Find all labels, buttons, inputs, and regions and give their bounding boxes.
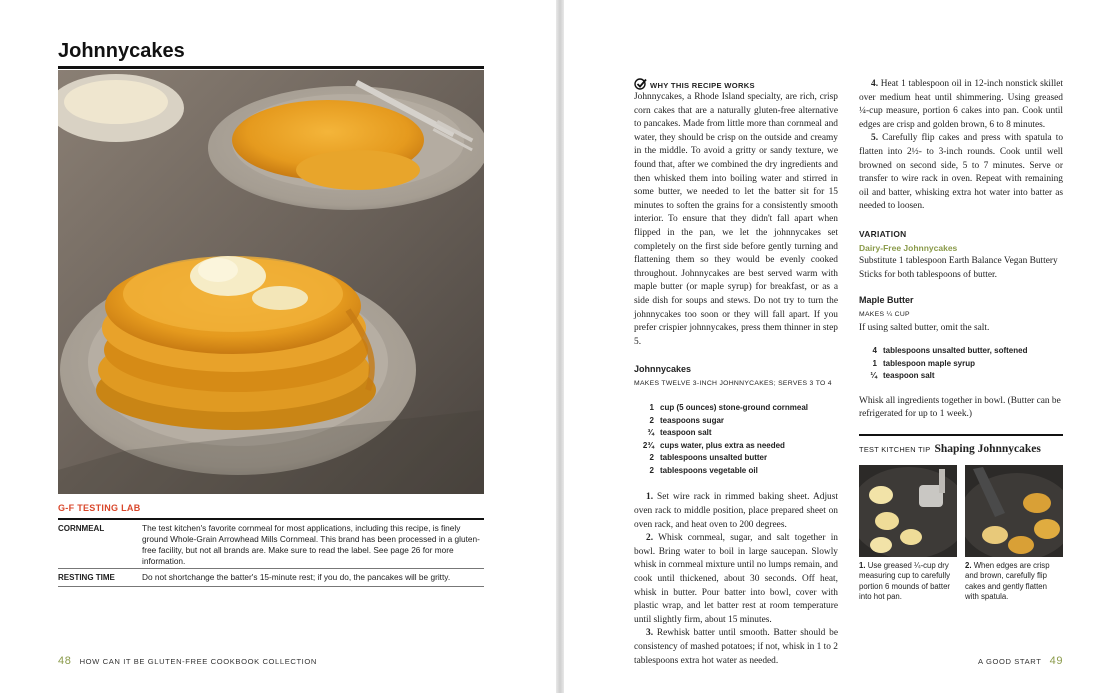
chapter-title: A GOOD START — [978, 657, 1042, 666]
checkmark-badge-icon — [634, 78, 647, 90]
ingredient-item: 1 tablespoon maple syrup — [872, 358, 976, 368]
why-paragraph: Johnnycakes, a Rhode Island specialty, are rich, crisp corn cakes that are a naturally gluten-free alternative to pancakes. Made from little more than cornmeal and water, they should be crisp on the outside and creamy in the middle. To avoid a gritty or sandy texture, we found that, after we combined the dry ingredients and then whisked them into boiling water and stirred in some butter, we needed to let the batter sit for 15 minutes to soften the grains for a consistently smooth interior. To ensure that they didn't fall apart when flipped in the pan, we let the johnnycakes set completely on the first side before gently turning and flattening them so they would be evenly cooked throughout. Johnnycakes are best served warm with maple butter (or maple syrup) for breakfast, or as a side dish for soups and stews. Do not try to turn the johnnycakes too soon or they will fall apart. If you prefer crispier johnnycakes, press them thinner in step 5. — [634, 92, 838, 347]
ingredient-list — [634, 402, 838, 477]
book-gutter — [556, 0, 564, 693]
step: 2. Whisk cornmeal, sugar, and salt together in bowl. Bring water to boil in large saucepan. Slowly whisk in cornmeal mixture until no lumps remain, and cook until thickened, about 30 seconds. Off heat, whisk in butter. Pour batter into bowl, cover with plastic wrap, and let batter rest at room temperature until slightly firm, about 15 minutes. — [634, 533, 838, 625]
ingredient-item: 1 cup (5 ounces) stone-ground cornmeal — [649, 403, 809, 413]
tip-photo-portion — [859, 465, 957, 557]
title-rule — [58, 66, 484, 69]
lab-row-key: CORNMEAL — [58, 524, 105, 533]
book-title: HOW CAN IT BE GLUTEN-FREE COOKBOOK COLLECTION — [79, 657, 317, 666]
ingredient-item: ¾ teaspoon salt — [647, 428, 712, 438]
tip-caption: 2. When edges are crisp and brown, carefully flip cakes and gently flatten with spatula. — [965, 560, 1050, 602]
tip-captions — [859, 561, 1063, 621]
ingredient-item: 4 tablespoons unsalted butter, softened — [872, 346, 1028, 356]
tip-photos — [859, 465, 1063, 557]
testing-lab-rule — [58, 518, 484, 520]
test-kitchen-tip-heading — [859, 442, 1063, 457]
tip-photo-flip — [965, 465, 1063, 557]
tip-rule — [859, 434, 1063, 436]
ingredient-item: 2 tablespoons unsalted butter — [649, 453, 768, 463]
why-heading — [634, 78, 838, 91]
maple-butter-direction: Whisk all ingredients together in bowl. (Butter can be refrigerated for up to 1 week.) — [859, 395, 1061, 420]
lab-row-value: The test kitchen's favorite cornmeal for most applications, including this recipe, is finely ground Whole-Grain Arrowhead Mills Cornmeal. This brand has been processed in a gluten-free facility, but not all brands are. Make sure to read the label. See page 26 for more information. — [142, 523, 480, 566]
tip-title: Shaping Johnnycakes — [934, 442, 1041, 455]
variation-name: Dairy-Free Johnnycakes — [859, 242, 958, 253]
page-number: 48 — [58, 655, 72, 667]
right-column — [859, 78, 1063, 621]
maple-butter-note: If using salted butter, omit the salt. — [859, 322, 990, 333]
lab-row-divider — [58, 568, 484, 569]
lab-row-cornmeal — [58, 523, 484, 567]
ingredient-item: 2¾ cups water, plus extra as needed — [642, 440, 785, 450]
left-folio — [58, 655, 317, 667]
maple-butter-yield: MAKES ¼ CUP — [859, 310, 910, 318]
page-title: Johnnycakes — [58, 40, 185, 62]
maple-ingredient-list — [859, 345, 1063, 383]
recipe-yield: MAKES TWELVE 3-INCH JOHNNYCAKES; SERVES 3 TO 4 — [634, 379, 832, 387]
right-page — [564, 0, 1120, 693]
variation-text: Substitute 1 tablespoon Earth Balance Vegan Buttery Sticks for both tablespoons of butter. — [859, 256, 1058, 280]
step: 3. Rewhisk batter until smooth. Batter should be consistency of mashed potatoes; if not, whisk in 1 to 2 tablespoons extra hot water as needed. — [634, 628, 838, 666]
left-page — [0, 0, 556, 693]
recipe-subtitle: Johnnycakes — [634, 364, 692, 375]
johnnycakes-photo — [58, 70, 484, 494]
step: 4. Heat 1 tablespoon oil in 12-inch nonstick skillet over medium heat until shimmering. Using greased ¼-cup measure, portion 6 cakes into pan. Cook until edges are crisp and golden brown, 6 to 8 minutes. — [859, 79, 1064, 130]
testing-lab-heading: G-F TESTING LAB — [58, 503, 141, 513]
lab-row-resting-time — [58, 572, 484, 584]
tip-label: TEST KITCHEN TIP — [859, 444, 931, 454]
lab-row-value: Do not shortchange the batter's 15-minute rest; if you do, the pancakes will be gritty. — [142, 572, 451, 582]
ingredient-item: 2 teaspoons sugar — [649, 415, 725, 425]
step: 5. Carefully flip cakes and press with spatula to flatten into 2½- to 3-inch rounds. Cook until well browned on second side, 5 to 7 minutes. Serve or transfer to wire rack in oven. Repeat with remaining oil and batter, whisking extra hot water into batter as needed to loosen. — [859, 133, 1064, 212]
why-heading-text: WHY THIS RECIPE WORKS — [650, 81, 755, 90]
right-folio — [978, 655, 1063, 667]
tip-caption: 1. Use greased ¼-cup dry measuring cup to carefully portion 6 mounds of batter into hot pan. — [859, 560, 951, 602]
variation-heading: VARIATION — [859, 228, 907, 239]
left-column — [634, 78, 838, 668]
ingredient-item: ¼ teaspoon salt — [870, 371, 935, 381]
step: 1. Set wire rack in rimmed baking sheet. Adjust oven rack to middle position, place prepared sheet on oven rack, and heat oven to 200 degrees. — [634, 492, 838, 530]
page-number: 49 — [1049, 655, 1064, 667]
lab-row-divider — [58, 586, 484, 587]
maple-butter-title: Maple Butter — [859, 295, 914, 306]
ingredient-item: 2 tablespoons vegetable oil — [649, 465, 758, 475]
lab-row-key: RESTING TIME — [58, 573, 115, 582]
